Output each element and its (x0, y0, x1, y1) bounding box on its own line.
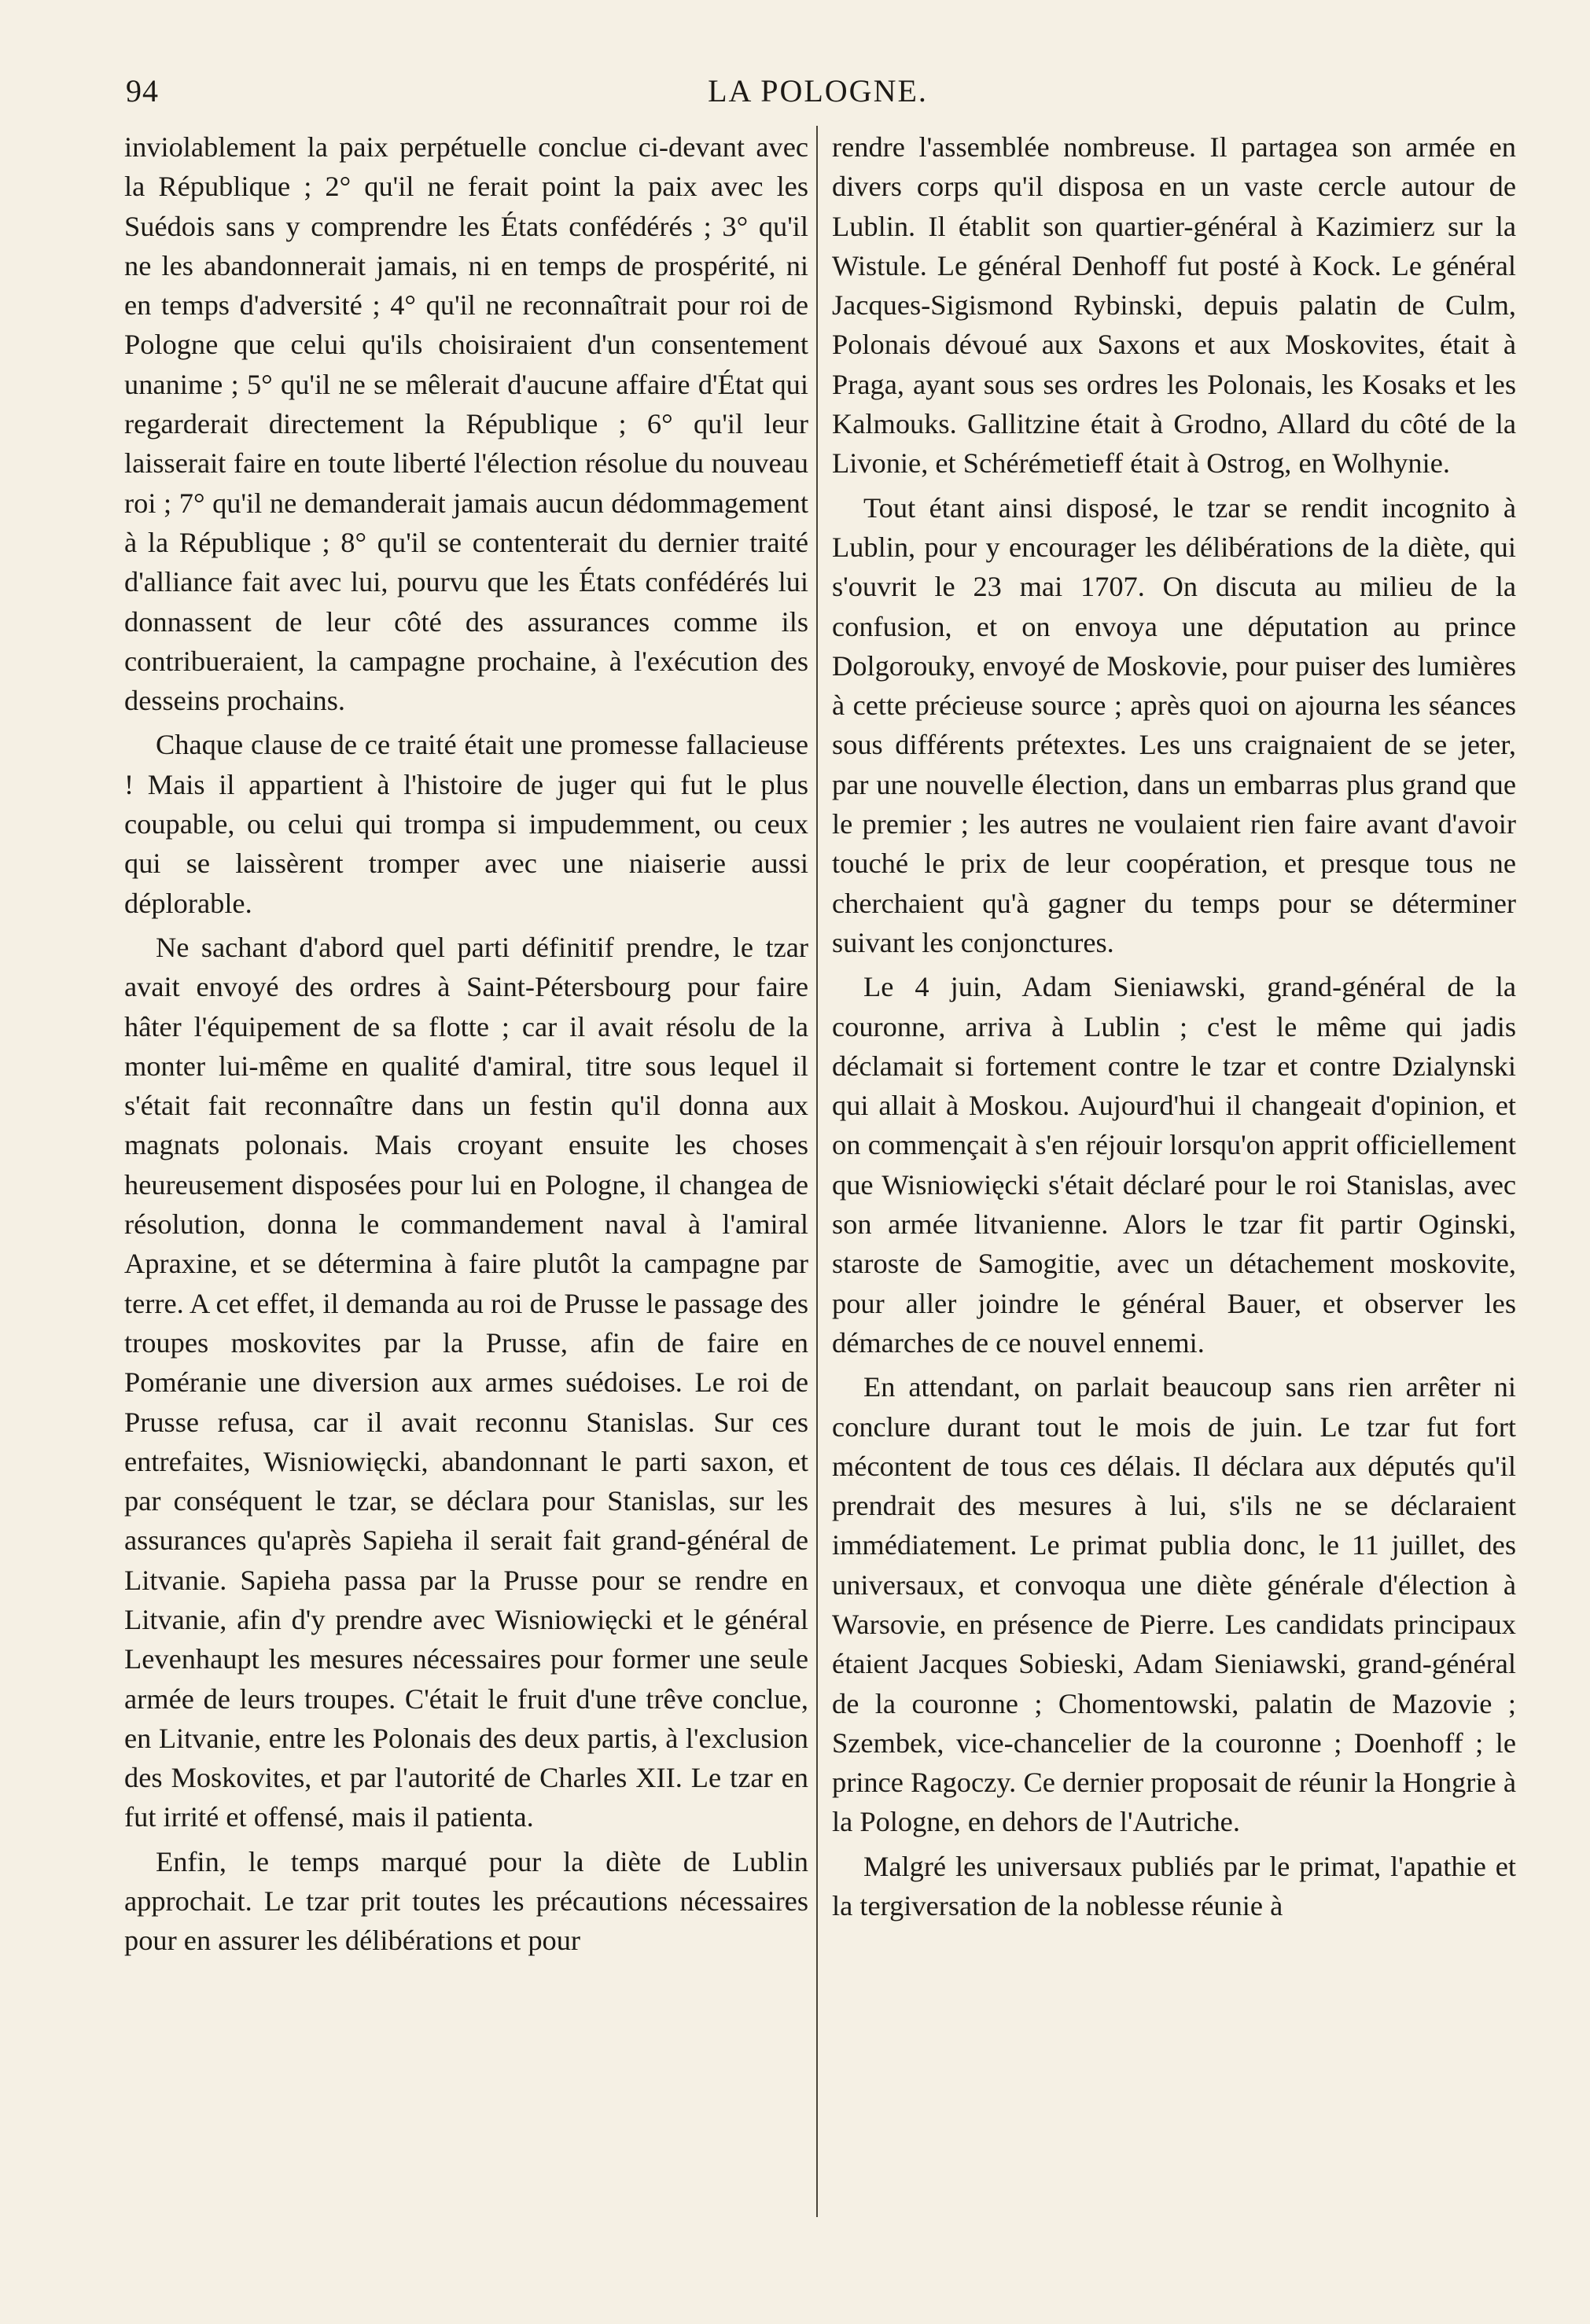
paragraph: Malgré les universaux publiés par le primat, l'apathie et la tergiversation de la noblesse réunie à (832, 1850, 1516, 1922)
running-title: LA POLOGNE. (708, 73, 928, 108)
paragraph: Le 4 juin, Adam Sieniawski, grand-général de la couronne, arriva à Lublin ; c'est le même qui jadis déclamait si fortement contre le tzar et contre Dzialynski qui allait à Moskou. Aujourd'hui il changeait d'opinion, et on commençait à s'en réjouir lorsqu'on apprit officiellement que Wisniowięcki s'était déclaré pour le roi Stanislas, avec son armée litvanienne. Alors le tzar fit partir Oginski, staroste de Samogitie, avec un détachement moskovite, pour aller joindre le général Bauer, et observer les démarches de ce nouvel ennemi. (832, 971, 1516, 1359)
right-column (832, 127, 1516, 2219)
page-number: 94 (126, 73, 159, 108)
paragraph: Ne sachant d'abord quel parti définitif prendre, le tzar avait envoyé des ordres à Saint-Pétersbourg pour faire hâter l'équipement de sa flotte ; car il avait résolu de la monter lui-même en qualité d'amiral, titre sous lequel il s'était fait reconnaître dans un festin qu'il donna aux magnats polonais. Mais croyant ensuite les choses heureusement disposées pour lui en Pologne, il changea de résolution, donna le commandement naval à l'amiral Apraxine, et se détermina à faire plutôt la campagne par terre. A cet effet, il demanda au roi de Prusse le passage des troupes moskovites par la Prusse, afin de faire en Poméranie une diversion aux armes suédoises. Le roi de Prusse refusa, car il avait reconnu Stanislas. Sur ces entrefaites, Wisniowięcki, abandonnant le parti saxon, et par conséquent le tzar, se déclara pour Stanislas, sur les assurances qu'après Sapieha il serait fait grand-général de Litvanie. Sapieha passa par la Prusse pour se rendre en Litvanie, afin d'y prendre avec Wisniowięcki et le général Levenhaupt les mesures nécessaires pour former une seule armée de leurs troupes. C'était le fruit d'une trêve conclue, en Litvanie, entre les Polonais des deux partis, à l'exclusion des Moskovites, et par l'autorité de Charles XII. Le tzar en fut irrité et offensé, mais il patienta. (124, 931, 808, 1833)
paragraph: Enfin, le temps marqué pour la diète de Lublin approchait. Le tzar prit toutes les précautions nécessaires pour en assurer les délibérations et pour (124, 1845, 808, 1957)
paragraph: En attendant, on parlait beaucoup sans rien arrêter ni conclure durant tout le mois de juin. Le tzar fut fort mécontent de tous ces délais. Il déclara aux députés qu'il prendrait des mesures à lui, s'ils ne se déclaraient immédiatement. Le primat publia donc, le 11 juillet, des universaux, et convoqua une diète générale d'élection à Warsovie, en présence de Pierre. Les candidats principaux étaient Jacques Sobieski, Adam Sieniawski, grand-général de la couronne ; Chomentowski, palatin de Mazovie ; Szembek, vice-chancelier de la couronne ; Doenhoff ; le prince Ragoczy. Ce dernier proposait de réunir la Hongrie à la Pologne, en dehors de l'Autriche. (832, 1371, 1516, 1838)
left-column (124, 127, 808, 2219)
paragraph: inviolablement la paix perpétuelle conclue ci-devant avec la République ; 2° qu'il ne ferait point la paix avec les Suédois sans y comprendre les États confédérés ; 3° qu'il ne les abandonnerait jamais, ni en temps de prospérité, ni en temps d'adversité ; 4° qu'il ne reconnaîtrait pour roi de Pologne que celui qu'ils choisiraient d'un consentement unanime ; 5° qu'il ne se mêlerait d'aucune affaire d'État qui regarderait directement la République ; 6° qu'il leur laisserait faire en toute liberté l'élection résolue du nouveau roi ; 7° qu'il ne demanderait jamais aucun dédommagement à la République ; 8° qu'il se contenterait du dernier traité d'alliance fait avec lui, pourvu que les États confédérés lui donnassent de leur côté des assurances comme ils contribueraient, la campagne prochaine, à l'exécution des desseins prochains. (124, 131, 808, 717)
page-header (126, 72, 1510, 120)
paragraph: rendre l'assemblée nombreuse. Il partagea son armée en divers corps qu'il disposa en un vaste cercle autour de Lublin. Il établit son quartier-général à Kazimierz sur la Wistule. Le général Denhoff fut posté à Kock. Le général Jacques-Sigismond Rybinski, depuis palatin de Culm, Polonais dévoué aux Saxons et aux Moskovites, était à Praga, ayant sous ses ordres les Polonais, les Kosaks et les Kalmouks. Gallitzine était à Grodno, Allard du côté de la Livonie, et Schérémetieff était à Ostrog, en Wolhynie. (832, 131, 1516, 480)
paragraph: Chaque clause de ce traité était une promesse fallacieuse ! Mais il appartient à l'histoire de juger qui fut le plus coupable, ou celui qui trompa si impudemment, ou ceux qui se laissèrent tromper avec une niaiserie aussi déplorable. (124, 729, 808, 919)
column-divider (816, 126, 818, 2217)
paragraph: Tout étant ainsi disposé, le tzar se rendit incognito à Lublin, pour y encourager les délibérations de la diète, qui s'ouvrit le 23 mai 1707. On discuta au milieu de la confusion, et on envoya une députation au prince Dolgorouky, envoyé de Moskovie, pour puiser des lumières à cette précieuse source ; après quoi on ajourna les séances sous différents prétextes. Les uns craignaient de se jeter, par une nouvelle élection, dans un embarras plus grand que le premier ; les autres ne voulaient rien faire avant d'avoir touché le prix de leur coopération, et presque tous ne cherchaient qu'à gagner du temps pour se déterminer suivant les conjonctures. (832, 491, 1516, 958)
